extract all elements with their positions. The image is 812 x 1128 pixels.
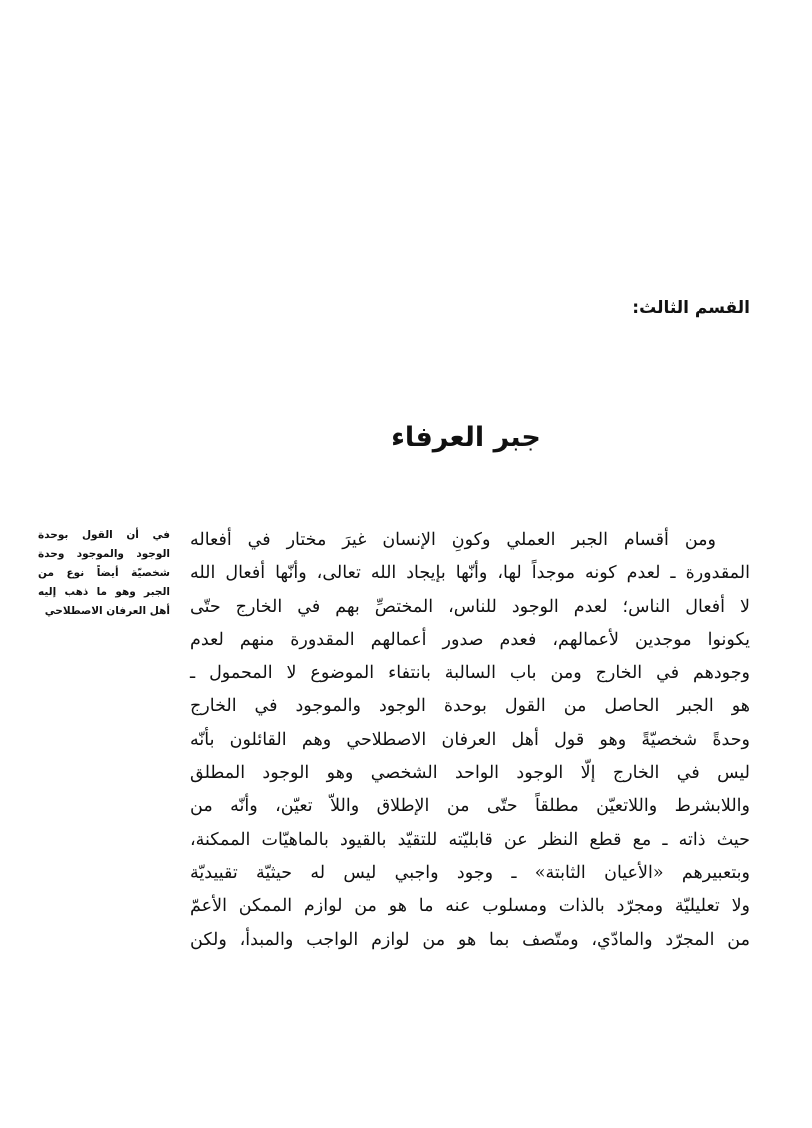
body-paragraph xyxy=(190,524,750,957)
marginal-note: في أن القول بوحدة الوجود والموجود وحدة شخصيّة أيضاً نوع من الجبر وهو ما ذهب إليه أهل العرفان الاصطلاحي xyxy=(38,529,170,617)
body-line: يكونوا موجدين لأعمالهم، فعدم صدور أعمالهم المقدورة منهم لعدم xyxy=(190,629,750,650)
body-line: ولا تعليليّة ومجرّد بالذات ومسلوب عنه ما هو من لوازم الممكن الأعمّ xyxy=(190,896,750,917)
chapter-title: جبر العرفاء xyxy=(391,422,541,453)
section-label: القسم الثالث: xyxy=(632,298,750,318)
body-line: لا أفعال الناس؛ لعدم الوجود للناس، المختصِّ بهم في الخارج حتّى xyxy=(190,596,750,617)
body-line: المقدورة ـ لعدم كونه موجداً لها، وأنّها بإيجاد الله تعالى، وأنّها أفعال الله xyxy=(190,563,750,584)
body-line: واللابشرط واللاتعيّن مطلقاً حتّى من الإطلاق واللاّ تعيّن، وأنّه من xyxy=(190,796,750,817)
body-line: هو الجبر الحاصل من القول بوحدة الوجود والموجود في الخارج xyxy=(190,696,750,717)
body-line: ليس في الخارج إلّا الوجود الواحد الشخصي وهو الوجود المطلق xyxy=(190,763,750,784)
body-line: من المجرّد والمادّي، ومتّصف بما هو من لوازم الواجب والمبدأ، ولكن xyxy=(190,929,750,950)
body-line: وجودهم في الخارج ومن باب السالبة بانتفاء الموضوع لا المحمول ـ xyxy=(190,663,750,684)
body-line: وبتعبيرهم «الأعيان الثابتة» ـ وجود واجبي ليس له حيثيّة تقييديّة xyxy=(190,862,750,883)
body-line: ومن أقسام الجبر العملي وكونِ الإنسان غيرَ مختار في أفعاله xyxy=(190,530,716,550)
body-line: حيث ذاته ـ مع قطع النظر عن قابليّته للتقيّد بالقيود بالماهيّات الممكنة، xyxy=(190,829,750,850)
body-line: وحدةً شخصيّةً وهو قول أهل العرفان الاصطلاحي وهم القائلون بأنّه xyxy=(190,729,750,750)
